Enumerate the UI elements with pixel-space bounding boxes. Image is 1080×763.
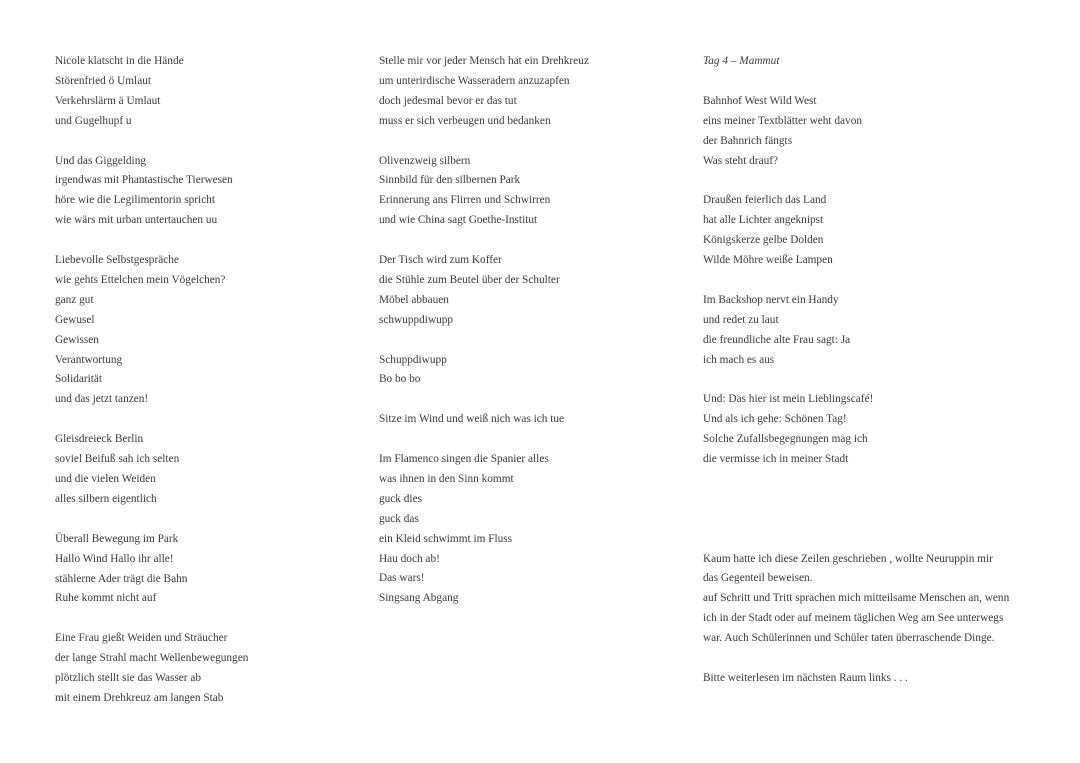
stanza (379, 410, 679, 430)
poem-line: Ruhe kommt nicht auf (55, 592, 157, 605)
poem-line: irgendwas mit Phantastische Tierwesen (55, 174, 233, 187)
poem-line: und wie China sagt Goethe-Institut (379, 214, 538, 227)
poem-line: höre wie die Legilimentorin spricht (55, 194, 215, 207)
poem-line: Überall Bewegung im Park (55, 532, 179, 545)
poem-line: Im Backshop nervt ein Handy (703, 293, 839, 306)
prose-paragraph (703, 550, 1033, 650)
poem-column-left (55, 52, 355, 709)
poem-line: Störenfried ö Umlaut (55, 74, 152, 87)
poem-line: Draußen feierlich das Land (703, 194, 827, 207)
stanza (379, 351, 679, 391)
closing-note: Bitte weiterlesen im nächsten Raum links . . . (703, 671, 908, 684)
poem-line: und redet zu laut (703, 313, 779, 326)
poem-line: soviel Beifuß sah ich selten (55, 453, 180, 466)
stanza (703, 191, 1033, 271)
poem-line: eins meiner Textblätter weht davon (703, 114, 862, 127)
poem-line: und Gugelhupf u (55, 114, 132, 127)
poem-line: Singsang Abgang (379, 592, 459, 605)
poem-line: guck dies (379, 492, 422, 505)
poem-line: die Stühle zum Beutel über der Schulter (379, 273, 560, 286)
stanza (55, 430, 355, 510)
stanza (703, 291, 1033, 371)
poem-line: Hau doch ab! (379, 552, 440, 565)
poem-line: Der Tisch wird zum Koffer (379, 254, 502, 267)
poem-line: Gewissen (55, 333, 99, 346)
poem-line: was ihnen in den Sinn kommt (379, 472, 514, 485)
poem-line: Und das Giggelding (55, 154, 146, 167)
poem-line: Königskerze gelbe Dolden (703, 234, 824, 247)
stanza (379, 152, 679, 232)
poem-line: Sitze im Wind und weiß nich was ich tue (379, 413, 565, 426)
stanza (703, 92, 1033, 172)
poem-line: wie gehts Ettelchen mein Vögelchen? (55, 273, 226, 286)
poem-line: Bo bo bo (379, 373, 421, 386)
stanza (379, 52, 679, 132)
poem-line: stählerne Ader trägt die Bahn (55, 572, 188, 585)
poem-line: Möbel abbauen (379, 293, 449, 306)
poem-line: mit einem Drehkreuz am langen Stab (55, 691, 224, 704)
poem-column-right (703, 52, 1033, 689)
poem-line: schwuppdiwupp (379, 313, 454, 326)
poem-line: Hallo Wind Hallo ihr alle! (55, 552, 174, 565)
prose-line: auf Schritt und Tritt sprachen mich mitteilsame Menschen an, wenn (703, 592, 1010, 605)
poem-line: guck das (379, 512, 419, 525)
poem-line: Und: Das hier ist mein Lieblingscafé! (703, 393, 874, 406)
poem-line: die vermisse ich in meiner Stadt (703, 453, 849, 466)
poem-column-middle (379, 52, 679, 609)
poem-line: Im Flamenco singen die Spanier alles (379, 453, 549, 466)
poem-line: die freundliche alte Frau sagt: Ja (703, 333, 851, 346)
poem-line: Das wars! (379, 572, 425, 585)
prose-line: das Gegenteil beweisen. (703, 572, 813, 585)
prose-line: war. Auch Schülerinnen und Schüler taten überraschende Dinge. (703, 632, 995, 645)
poem-line: plötzlich stellt sie das Wasser ab (55, 672, 202, 685)
stanza (55, 52, 355, 132)
poem-line: Was steht drauf? (703, 154, 779, 167)
poem-line: der Bahnrich fängts (703, 134, 793, 147)
poem-line: Wilde Möhre weiße Lampen (703, 254, 833, 267)
poem-line: Erinnerung ans Flirren und Schwirren (379, 194, 551, 207)
poem-line: Eine Frau gießt Weiden und Sträucher (55, 632, 228, 645)
stanza (379, 251, 679, 331)
stanza (55, 152, 355, 232)
stanza (55, 530, 355, 610)
poem-line: alles silbern eigentlich (55, 492, 157, 505)
poem-line: Olivenzweig silbern (379, 154, 471, 167)
poem-line: Sinnbild für den silbernen Park (379, 174, 521, 187)
prose-line: Kaum hatte ich diese Zeilen geschrieben , wollte Neuruppin mir (703, 552, 993, 565)
poem-line: Stelle mir vor jeder Mensch hat ein Drehkreuz (379, 55, 589, 67)
right-stanzas (703, 92, 1033, 470)
poem-line: um unterirdische Wasseradern anzuzapfen (379, 74, 570, 87)
poem-line: muss er sich verbeugen und bedanken (379, 114, 551, 127)
poem-line: ich mach es aus (703, 353, 775, 366)
stanza (55, 251, 355, 410)
poem-line: ganz gut (55, 293, 94, 306)
stanza (55, 629, 355, 709)
poem-line: Schuppdiwupp (379, 353, 447, 366)
poem-line: Verkehrslärm ä Umlaut (55, 94, 161, 107)
poem-line: Liebevolle Selbstgespräche (55, 254, 179, 267)
poem-line: und die vielen Weiden (55, 472, 156, 485)
stanza (379, 450, 679, 609)
poem-line: doch jedesmal bevor er das tut (379, 94, 517, 107)
poem-line: Solidarität (55, 373, 103, 386)
stanza (703, 390, 1033, 470)
poem-line: Verantwortung (55, 353, 123, 366)
poem-line: hat alle Lichter angeknipst (703, 214, 824, 227)
poem-line: Gleisdreieck Berlin (55, 433, 144, 446)
poem-line: Nicole klatscht in die Hände (55, 55, 184, 67)
poem-line: Gewusel (55, 313, 95, 326)
poem-line: Und als ich gehe: Schönen Tag! (703, 413, 847, 426)
poem-line: wie wärs mit urban untertauchen uu (55, 214, 218, 227)
poem-line: Solche Zufallsbegegnungen mag ich (703, 433, 868, 446)
poem-line: der lange Strahl macht Wellenbewegungen (55, 652, 249, 665)
day-heading: Tag 4 – Mammut (703, 55, 780, 67)
poem-line: ein Kleid schwimmt im Fluss (379, 532, 513, 545)
poem-line: Bahnhof West Wild West (703, 94, 817, 107)
poem-line: und das jetzt tanzen! (55, 393, 149, 406)
prose-line: ich in der Stadt oder auf meinem täglichen Weg am See unterwegs (703, 612, 1004, 625)
